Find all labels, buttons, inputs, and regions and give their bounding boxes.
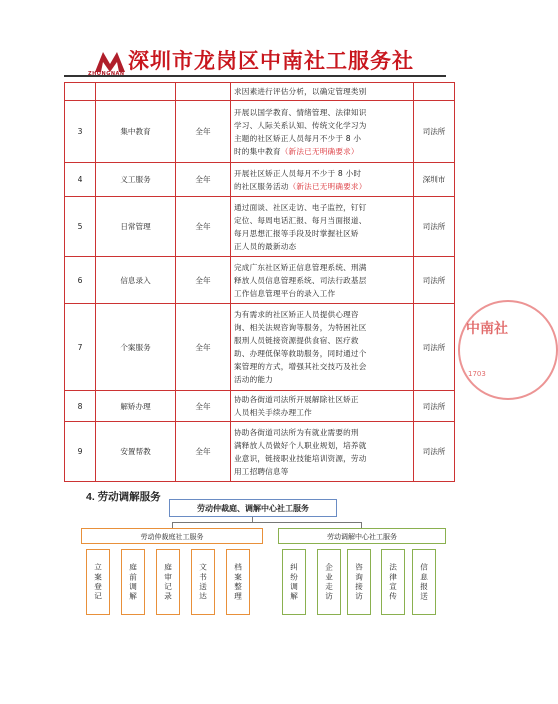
orgchart-root: 劳动仲裁庭、调解中心社工服务 xyxy=(169,499,337,517)
content-line: 主题的社区矫正人员每月不少于 8 小 xyxy=(234,133,362,143)
service-name xyxy=(96,83,176,101)
content-line: 助、办理低保等救助服务，同时通过个 xyxy=(234,349,367,358)
responsible-dept: 深圳市 xyxy=(414,163,455,197)
content-line: 服刑人员链接资源提供食宿、医疗救 xyxy=(234,336,359,345)
service-table xyxy=(64,82,455,482)
responsible-dept: 司法所 xyxy=(414,391,455,422)
content-line: 协助各街道司法所为有就业需要的刑 xyxy=(234,427,359,437)
content-line: 定位、每周电话汇报、每月当面报道、 xyxy=(234,215,367,225)
orgchart-leaf: 咨询接访 xyxy=(347,549,371,615)
service-content xyxy=(231,304,414,391)
table-row xyxy=(65,422,455,482)
section-heading: 4. 劳动调解服务 xyxy=(86,491,161,503)
row-number: 8 xyxy=(65,391,96,422)
service-period xyxy=(176,83,231,101)
content-line: 正人员的最新动态 xyxy=(234,241,297,251)
service-name: 义工服务 xyxy=(96,163,176,197)
service-content xyxy=(231,422,414,482)
content-line: 开展以国学教育、情绪管理、法律知识 xyxy=(234,107,367,117)
service-content xyxy=(231,391,414,422)
table-row xyxy=(65,197,455,257)
stamp-number: 1703 xyxy=(468,370,486,378)
service-period: 全年 xyxy=(176,391,231,422)
content-line: 开展社区矫正人员每月不少于 8 小时 xyxy=(234,168,362,178)
service-content xyxy=(231,83,414,101)
responsible-dept: 司法所 xyxy=(414,304,455,391)
orgchart-connector xyxy=(172,522,362,523)
content-red-note: （新法已无明确要求） xyxy=(280,146,359,156)
content-line: 的社区服务活动（新法已无明确要求） xyxy=(234,181,367,191)
content-line: 时的集中教育（新法已无明确要求） xyxy=(234,146,359,156)
content-line: 满释放人员做好个人职业规划，培养就 xyxy=(234,440,367,450)
row-number: 9 xyxy=(65,422,96,482)
content-line: 求因素进行评估分析，以确定管理类别 xyxy=(234,87,367,96)
content-line: 释放人员信息管理系统、司法行政基层 xyxy=(234,275,367,285)
service-period: 全年 xyxy=(176,101,231,163)
service-content xyxy=(231,101,414,163)
orgchart-leaf: 企业走访 xyxy=(317,549,341,615)
service-content xyxy=(231,257,414,304)
orgchart-leaf: 信息报送 xyxy=(412,549,436,615)
content-line: 通过面谈、社区走访、电子监控，钉钉 xyxy=(234,202,367,212)
responsible-dept xyxy=(414,83,455,101)
orgchart-left-group: 劳动仲裁庭社工服务 xyxy=(81,528,263,544)
red-seal-stamp xyxy=(458,300,558,400)
service-period: 全年 xyxy=(176,197,231,257)
responsible-dept: 司法所 xyxy=(414,422,455,482)
content-line: 协助各街道司法所开展解除社区矫正 xyxy=(234,395,359,404)
org-title: 深圳市龙岗区中南社工服务社 xyxy=(128,49,414,73)
table-row xyxy=(65,163,455,197)
content-line: 每月思想汇报等手段及时掌握社区矫 xyxy=(234,228,359,238)
content-line: 用工招聘信息等 xyxy=(234,466,289,476)
table-row xyxy=(65,83,455,101)
orgchart-right-group: 劳动调解中心社工服务 xyxy=(278,528,446,544)
service-name: 解矫办理 xyxy=(96,391,176,422)
row-number xyxy=(65,83,96,101)
content-red-note: （新法已无明确要求） xyxy=(288,181,367,191)
orgchart-leaf: 法律宣传 xyxy=(381,549,405,615)
table-row xyxy=(65,257,455,304)
orgchart-leaf: 庭前调解 xyxy=(121,549,145,615)
table-row xyxy=(65,304,455,391)
row-number: 4 xyxy=(65,163,96,197)
service-name: 集中教育 xyxy=(96,101,176,163)
content-line: 案管理的方式，增强其社交技巧及社会 xyxy=(234,362,367,371)
content-line: 学习、人际关系认知、传统文化学习为 xyxy=(234,120,367,130)
content-line: 询、相关法规咨询等服务，为特困社区 xyxy=(234,323,367,332)
orgchart-leaf: 文书送达 xyxy=(191,549,215,615)
stamp-text: 中南社 xyxy=(466,321,508,337)
service-name: 信息录入 xyxy=(96,257,176,304)
content-line: 业意识，链接职业技能培训资源，劳动 xyxy=(234,453,367,463)
row-number: 5 xyxy=(65,197,96,257)
table-row xyxy=(65,101,455,163)
service-name: 日常管理 xyxy=(96,197,176,257)
service-period: 全年 xyxy=(176,422,231,482)
content-line: 工作信息管理平台的录入工作 xyxy=(234,288,336,298)
orgchart-leaf: 庭审记录 xyxy=(156,549,180,615)
header-divider xyxy=(64,75,446,77)
service-name: 个案服务 xyxy=(96,304,176,391)
row-number: 3 xyxy=(65,101,96,163)
service-period: 全年 xyxy=(176,257,231,304)
responsible-dept: 司法所 xyxy=(414,101,455,163)
service-content xyxy=(231,163,414,197)
service-period: 全年 xyxy=(176,304,231,391)
service-name: 安置帮教 xyxy=(96,422,176,482)
logo-subtext: ZHONGNAN xyxy=(88,71,125,77)
service-period: 全年 xyxy=(176,163,231,197)
service-content xyxy=(231,197,414,257)
content-line: 为有需求的社区矫正人员提供心理咨 xyxy=(234,310,359,319)
responsible-dept: 司法所 xyxy=(414,197,455,257)
row-number: 6 xyxy=(65,257,96,304)
orgchart-leaf: 纠纷调解 xyxy=(282,549,306,615)
row-number: 7 xyxy=(65,304,96,391)
content-line: 完成广东社区矫正信息管理系统、刑满 xyxy=(234,262,367,272)
table-row xyxy=(65,391,455,422)
content-line: 活动的能力 xyxy=(234,375,273,384)
content-line: 人员相关手续办理工作 xyxy=(234,408,312,417)
orgchart-leaf: 档案整理 xyxy=(226,549,250,615)
orgchart-leaf: 立案登记 xyxy=(86,549,110,615)
responsible-dept: 司法所 xyxy=(414,257,455,304)
